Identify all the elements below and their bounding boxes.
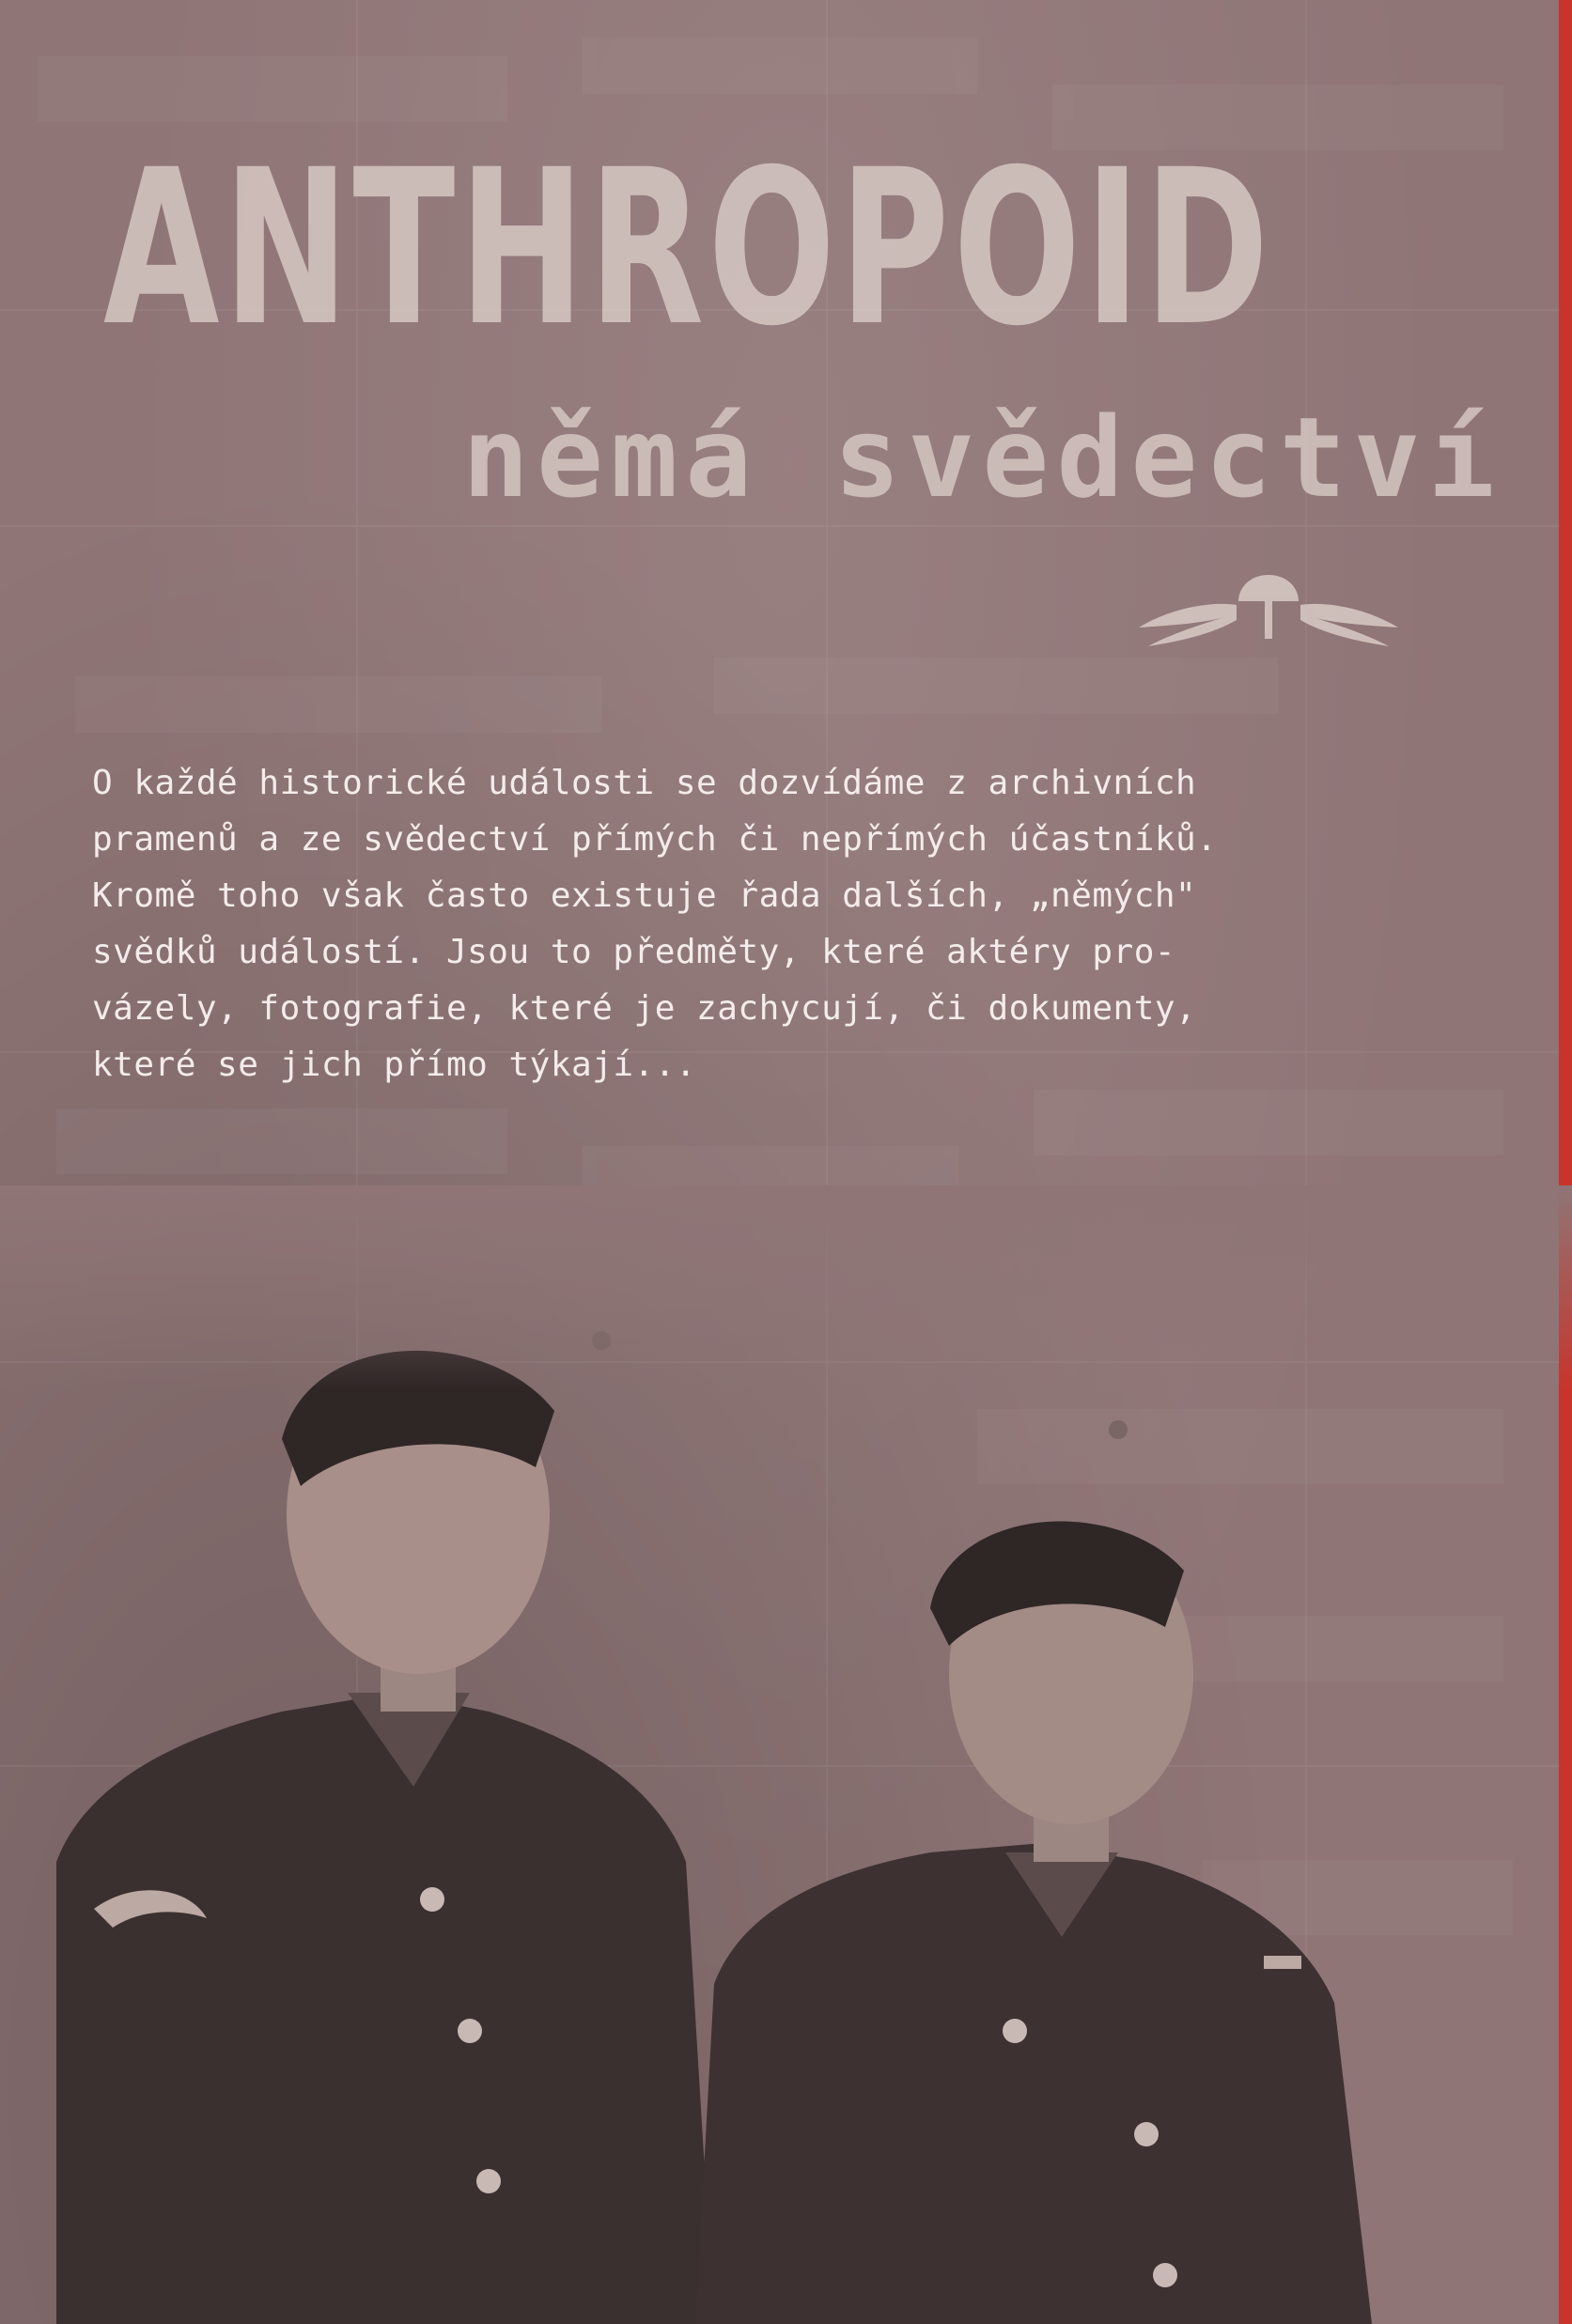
cover-blurb: O každé historické události se dozvídáme z archivních pramenů a ze svědectví přímých či nepřímých účastníků. Kromě toho však často existuje řada dalších, „němých" svědků událostí. Jsou to předměty, které aktéry pro- vázely, fotografie, které je zachycují, či dokumenty, které se jich přímo týkají... xyxy=(92,764,1218,1084)
book-title: ANTHROPOID xyxy=(103,123,1273,373)
parachute-wings-icon xyxy=(1139,560,1398,658)
book-subtitle: němá svědectví xyxy=(462,393,1502,522)
two-soldiers-photo xyxy=(0,1185,1572,2324)
